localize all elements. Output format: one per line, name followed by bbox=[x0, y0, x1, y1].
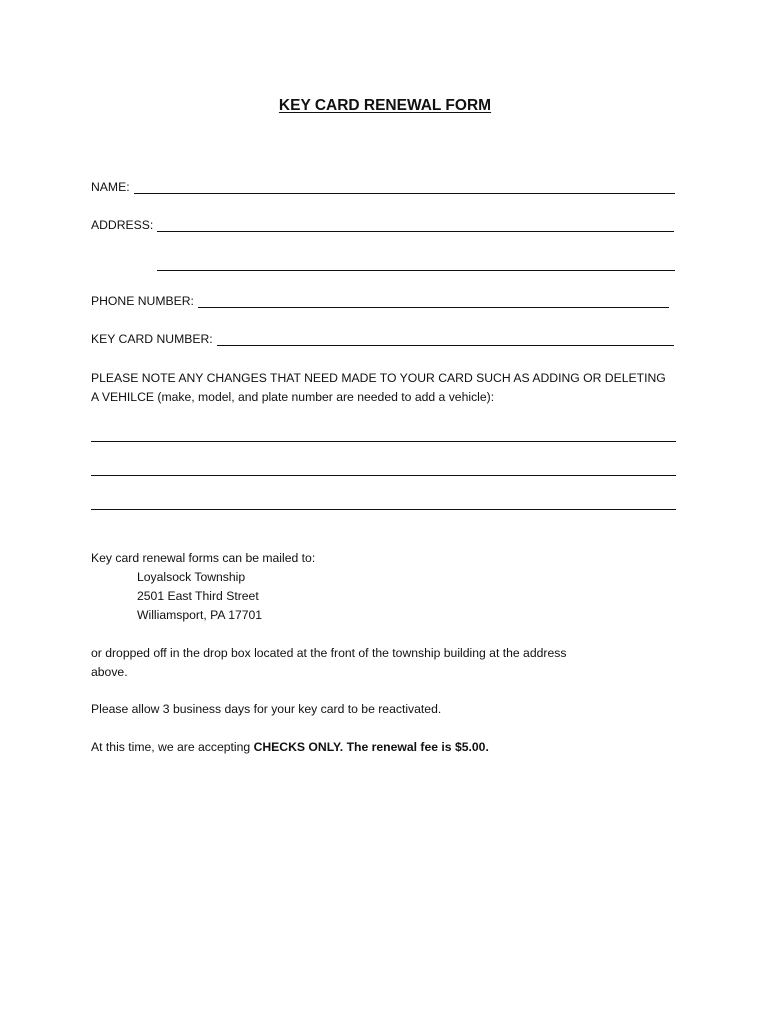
changes-input-line-1[interactable] bbox=[91, 440, 676, 442]
changes-note-line-2: A VEHILCE (make, model, and plate number are needed to add a vehicle): bbox=[91, 389, 495, 404]
mailing-intro: Key card renewal forms can be mailed to: bbox=[91, 551, 316, 565]
dropoff-note-line-1: or dropped off in the drop box located at the front of the township building at the address bbox=[91, 646, 567, 660]
changes-note-line-1: PLEASE NOTE ANY CHANGES THAT NEED MADE TO YOUR CARD SUCH AS ADDING OR DELETING bbox=[91, 371, 666, 385]
changes-note bbox=[91, 369, 681, 406]
phone-input-line[interactable] bbox=[198, 294, 669, 308]
dropoff-note-line-2: above. bbox=[91, 664, 128, 679]
mailing-address-line-2: 2501 East Third Street bbox=[137, 589, 259, 603]
address-field bbox=[91, 218, 674, 232]
payment-note-bold: CHECKS ONLY. The renewal fee is $5.00. bbox=[253, 740, 489, 754]
dropoff-note bbox=[91, 644, 681, 681]
mailing-address-line-3: Williamsport, PA 17701 bbox=[137, 608, 263, 622]
key-card-label: KEY CARD NUMBER: bbox=[91, 332, 213, 346]
payment-note bbox=[91, 738, 681, 757]
processing-note: Please allow 3 business days for your key card to be reactivated. bbox=[91, 702, 442, 716]
mailing-address-line-1: Loyalsock Township bbox=[137, 570, 246, 584]
key-card-input-line[interactable] bbox=[217, 332, 674, 346]
name-field bbox=[91, 180, 675, 194]
name-input-line[interactable] bbox=[134, 180, 675, 194]
address-input-line-2[interactable] bbox=[157, 269, 675, 271]
changes-input-line-3[interactable] bbox=[91, 508, 676, 510]
changes-input-line-2[interactable] bbox=[91, 474, 676, 476]
address-input-line-1[interactable] bbox=[157, 218, 674, 232]
payment-note-prefix: At this time, we are accepting bbox=[91, 740, 254, 754]
address-label: ADDRESS: bbox=[91, 218, 154, 232]
page-title: KEY CARD RENEWAL FORM bbox=[278, 97, 492, 114]
key-card-field bbox=[91, 332, 674, 346]
phone-label: PHONE NUMBER: bbox=[91, 294, 194, 308]
phone-field bbox=[91, 294, 669, 308]
name-label: NAME: bbox=[91, 180, 130, 194]
